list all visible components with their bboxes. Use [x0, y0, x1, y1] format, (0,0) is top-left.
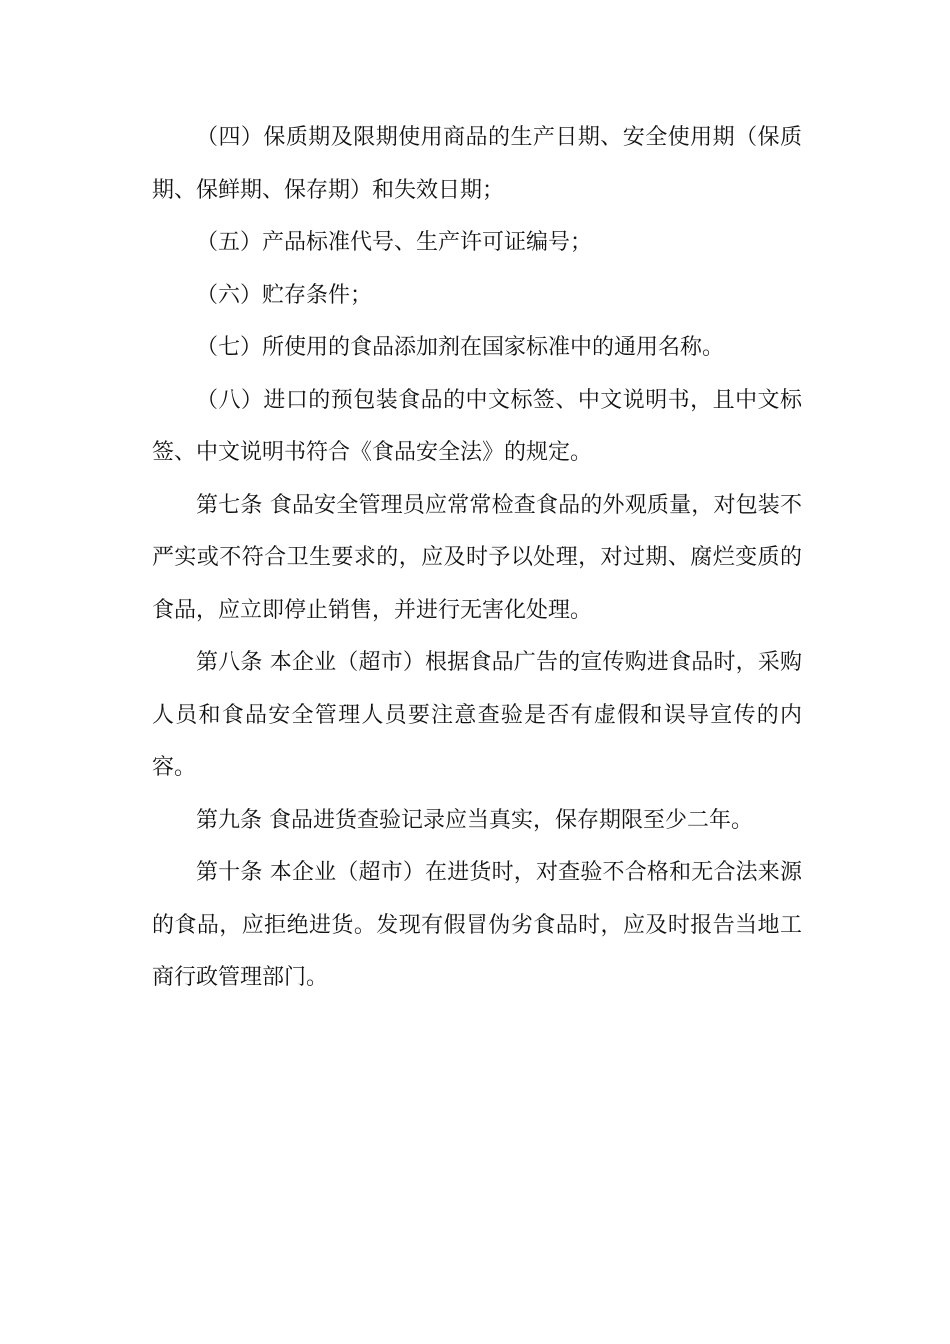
document-body — [152, 112, 802, 1005]
article-9-paragraph: 第九条 食品进货查验记录应当真实，保存期限至少二年。 — [196, 807, 753, 833]
clause-item-7-paragraph: （七）所使用的食品添加剂在国家标准中的通用名称。 — [196, 335, 725, 360]
clause-item-6-paragraph: （六）贮存条件； — [196, 282, 373, 308]
clause-item-4-paragraph: （四）保质期及限期使用商品的生产日期、安全使用期（保质期、保鲜期、保存期）和失效日期； — [152, 125, 802, 203]
article-8-paragraph: 第八条 本企业（超市）根据食品广告的宣传购进食品时，采购人员和食品安全管理人员要注意查验是否有虚假和误导宣传的内容。 — [152, 650, 802, 780]
clause-item-5-paragraph: （五）产品标准代号、生产许可证编号； — [196, 230, 593, 255]
article-10-paragraph: 第十条 本企业（超市）在进货时，对查验不合格和无合法来源的食品，应拒绝进货。发现有假冒伪劣食品时，应及时报告当地工商行政管理部门。 — [152, 860, 802, 990]
article-7-paragraph: 第七条 食品安全管理员应常常检查食品的外观质量，对包装不严实或不符合卫生要求的，应及时予以处理，对过期、腐烂变质的食品，应立即停止销售，并进行无害化处理。 — [152, 492, 802, 623]
clause-item-8-paragraph: （八）进口的预包装食品的中文标签、中文说明书，且中文标签、中文说明书符合《食品安全法》的规定。 — [152, 387, 802, 465]
